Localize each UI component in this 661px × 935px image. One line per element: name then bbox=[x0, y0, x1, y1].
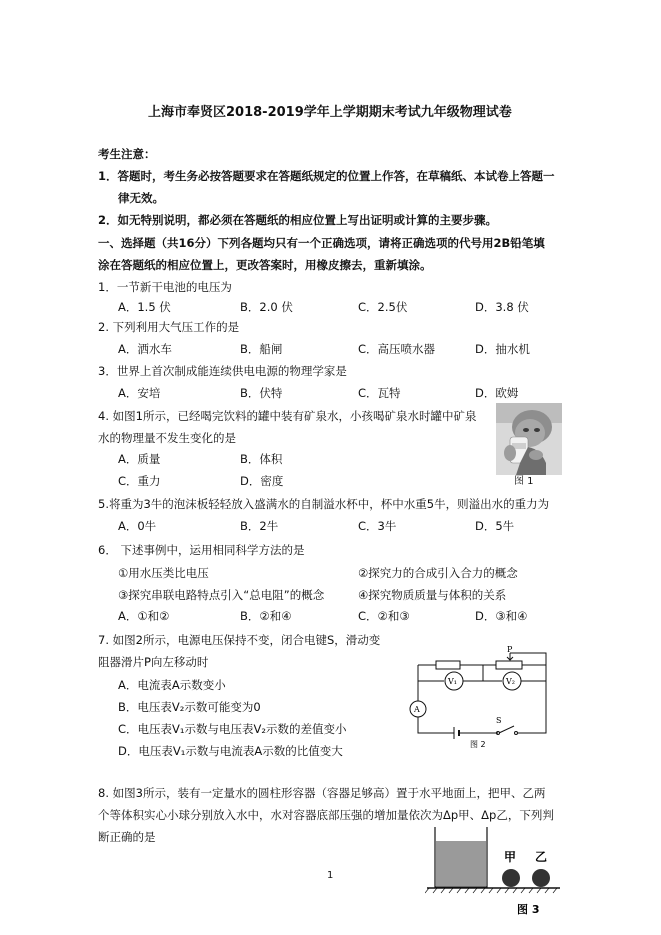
question-2-option-d: D．抽水机 bbox=[475, 342, 530, 356]
notice-item-1-line-2: 律无效。 bbox=[118, 191, 164, 205]
notice-item-2: 2．如无特别说明，都必须在答题纸的相应位置上写出证明或计算的主要步骤。 bbox=[98, 213, 497, 227]
question-4-option-d: D．密度 bbox=[240, 474, 284, 488]
figure-2-caption: 图 2 bbox=[470, 740, 486, 749]
question-6-option-a: A．①和② bbox=[118, 609, 170, 623]
page-number: 1 bbox=[327, 870, 334, 881]
question-6-option-b: B．②和④ bbox=[240, 609, 292, 623]
voltmeter-v1-label: V₁ bbox=[448, 677, 457, 686]
voltmeter-v2-label: V₂ bbox=[506, 677, 515, 686]
question-3-stem: 3．世界上首次制成能连续供电电源的物理学家是 bbox=[98, 364, 347, 378]
question-4-option-b: B．体积 bbox=[240, 452, 283, 466]
question-1-option-c: C．2.5伏 bbox=[358, 300, 408, 314]
notice-item-1-line-1: 1．答题时，考生务必按答题要求在答题纸规定的位置上作答，在草稿纸、本试卷上答题一 bbox=[98, 169, 555, 183]
water-in-container bbox=[436, 841, 486, 886]
ball-yi bbox=[532, 869, 550, 887]
question-7-stem-line-2: 阻器滑片P向左移动时 bbox=[98, 655, 209, 669]
question-7-stem-line-1: 7. 如图2所示，电源电压保持不变，闭合电键S，滑动变 bbox=[98, 633, 381, 647]
fixed-resistor bbox=[436, 661, 460, 669]
question-8-stem-line-2: 个等体积实心小球分别放入水中，水对容器底部压强的增加量依次为Δp甲、Δp乙，下列判 bbox=[98, 808, 554, 822]
question-1-option-b: B．2.0 伏 bbox=[240, 300, 293, 314]
question-2-option-a: A．洒水车 bbox=[118, 342, 172, 356]
section-1-line-1: 一、选择题（共16分）下列各题均只有一个正确选项，请将正确选项的代号用2B铅笔填 bbox=[98, 236, 545, 250]
ball-yi-label: 乙 bbox=[535, 850, 548, 864]
question-6-item-4: ④探究物质质量与体积的关系 bbox=[358, 588, 507, 602]
ball-jia bbox=[502, 869, 520, 887]
question-4-stem-line-2: 水的物理量不发生变化的是 bbox=[98, 431, 236, 445]
ammeter-label: A bbox=[414, 705, 420, 714]
question-4-option-c: C．重力 bbox=[118, 474, 161, 488]
figure-3-caption: 图 3 bbox=[517, 903, 540, 916]
question-5-option-a: A．0牛 bbox=[118, 519, 157, 533]
section-1-line-2: 涂在答题纸的相应位置上，更改答案时，用橡皮擦去，重新填涂。 bbox=[98, 258, 432, 272]
question-5-option-b: B．2牛 bbox=[240, 519, 279, 533]
question-6-option-c: C．②和③ bbox=[358, 609, 410, 623]
figure-1-caption: 图 1 bbox=[514, 476, 534, 487]
question-6-item-3: ③探究串联电路特点引入“总电阻”的概念 bbox=[118, 588, 325, 602]
question-6-option-d: D．③和④ bbox=[475, 609, 528, 623]
question-1-option-a: A．1.5 伏 bbox=[118, 300, 171, 314]
question-7-option-a: A．电流表A示数变小 bbox=[118, 678, 226, 692]
question-8-stem-line-1: 8. 如图3所示，装有一定量水的圆柱形容器（容器足够高）置于水平地面上，把甲、乙两 bbox=[98, 786, 546, 800]
notice-heading: 考生注意： bbox=[98, 147, 156, 161]
sliding-rheostat bbox=[496, 661, 522, 669]
figure-3-container-and-balls bbox=[425, 825, 565, 920]
question-3-option-b: B．伏特 bbox=[240, 386, 283, 400]
question-2-option-b: B．船闸 bbox=[240, 342, 283, 356]
question-6-stem: 6． 下述事例中，运用相同科学方法的是 bbox=[98, 543, 305, 557]
question-4-option-a: A．质量 bbox=[118, 452, 161, 466]
page-title: 上海市奉贤区2018-2019学年上学期期末考试九年级物理试卷 bbox=[148, 105, 512, 120]
slider-p-label: P bbox=[507, 645, 513, 654]
question-5-option-d: D．5牛 bbox=[475, 519, 515, 533]
question-5-stem: 5.将重为3牛的泡沫板轻轻放入盛满水的自制溢水杯中，杯中水重5牛，则溢出水的重力为 bbox=[98, 497, 550, 511]
question-1-stem: 1．一节新干电池的电压为 bbox=[98, 280, 232, 294]
question-2-stem: 2. 下列利用大气压工作的是 bbox=[98, 320, 240, 334]
question-8-stem-line-3: 断正确的是 bbox=[98, 830, 156, 844]
question-1-option-d: D．3.8 伏 bbox=[475, 300, 529, 314]
ball-jia-label: 甲 bbox=[504, 850, 517, 864]
question-3-option-d: D．欧姆 bbox=[475, 386, 519, 400]
question-3-option-a: A．安培 bbox=[118, 386, 161, 400]
question-5-option-c: C．3牛 bbox=[358, 519, 397, 533]
question-4-stem-line-1: 4. 如图1所示，已经喝完饮料的罐中装有矿泉水，小孩喝矿泉水时罐中矿泉 bbox=[98, 409, 477, 423]
question-2-option-c: C．高压喷水器 bbox=[358, 342, 436, 356]
figure-2-circuit-diagram bbox=[398, 645, 558, 750]
question-3-option-c: C．瓦特 bbox=[358, 386, 401, 400]
question-6-item-2: ②探究力的合成引入合力的概念 bbox=[358, 566, 518, 580]
question-7-option-d: D．电压表V₁示数与电流表A示数的比值变大 bbox=[118, 744, 343, 758]
question-7-option-b: B．电压表V₂示数可能变为0 bbox=[118, 700, 261, 714]
figure-1-child-drinking-photo bbox=[496, 403, 562, 475]
question-7-option-c: C．电压表V₁示数与电压表V₂示数的差值变小 bbox=[118, 722, 347, 736]
switch-s-label: S bbox=[496, 716, 502, 725]
question-6-item-1: ①用水压类比电压 bbox=[118, 566, 209, 580]
